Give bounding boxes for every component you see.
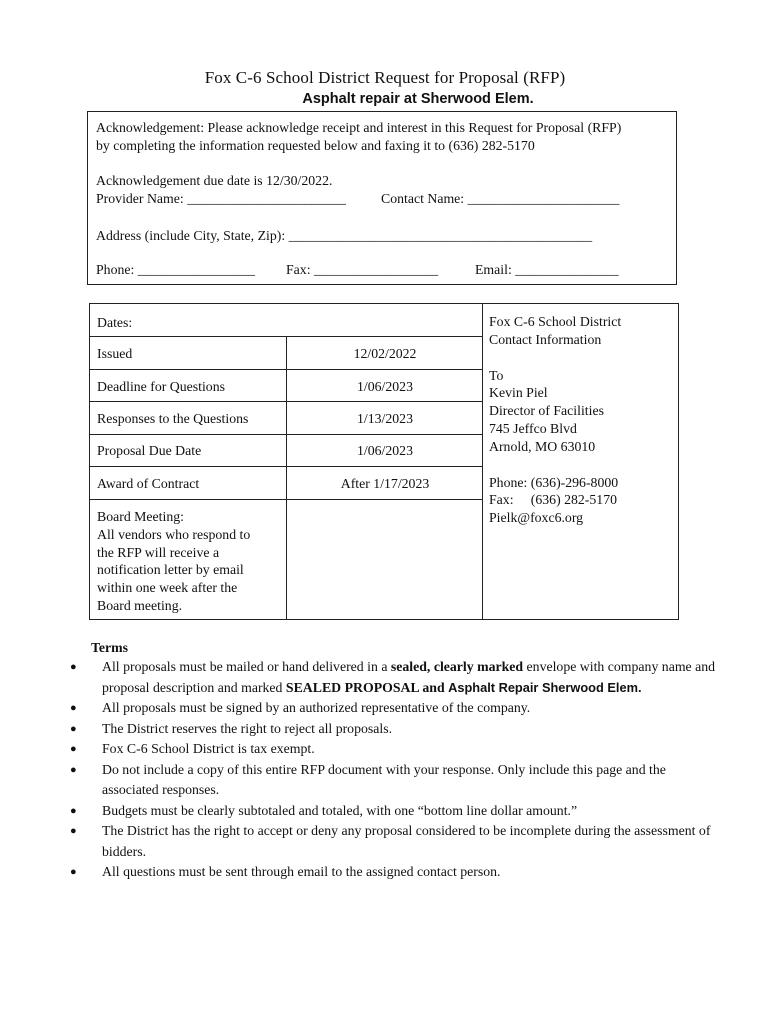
- contact-email-link[interactable]: Pielk@foxc6.org: [489, 510, 584, 526]
- list-item: [70, 801, 722, 822]
- list-item: [70, 719, 722, 740]
- term-text: Fox C-6 School District is tax exempt.: [102, 741, 315, 756]
- ack-instructions-line2: by completing the information requested below and faxing it to (636) 282-5170: [96, 138, 535, 153]
- term-text: All proposals must be mailed or hand delivered in a: [102, 659, 391, 674]
- contact-street: 745 Jeffco Blvd: [489, 420, 577, 436]
- dates-contact-table: [89, 303, 679, 620]
- address-field[interactable]: Address (include City, State, Zip): ____________________________________________: [96, 228, 593, 243]
- contact-city: Arnold, MO 63010: [489, 438, 596, 454]
- contact-information: [489, 313, 621, 527]
- date-value-issued: 12/02/2022: [353, 346, 417, 361]
- term-emphasis: sealed, clearly marked: [390, 659, 524, 674]
- contact-phone: Phone: (636)-296-8000: [489, 474, 619, 490]
- board-line: All vendors who respond to: [97, 526, 251, 542]
- ack-due-date: Acknowledgement due date is 12/30/2022.: [96, 173, 333, 188]
- bullet-icon: ●: [70, 804, 77, 817]
- date-value-responses: 1/13/2023: [357, 411, 413, 426]
- document-subtitle: Asphalt repair at Sherwood Elem.: [302, 91, 534, 107]
- board-line: Board meeting.: [97, 597, 183, 613]
- term-text: Do not include a copy of this entire RFP document with your response. Only include this page and the associated responses.: [102, 761, 666, 797]
- board-line: the RFP will receive a: [97, 544, 220, 560]
- contact-fax: Fax: (636) 282-5170: [489, 492, 617, 508]
- board-line: notification letter by email: [97, 562, 244, 578]
- list-item: [70, 739, 722, 760]
- bullet-icon: ●: [70, 743, 77, 755]
- term-text: The District reserves the right to reject all proposals.: [102, 720, 393, 736]
- dates-header: Dates:: [97, 315, 133, 330]
- contact-name: Kevin Piel: [489, 385, 548, 401]
- bullet-icon: ●: [70, 866, 77, 878]
- date-label-proposal-due: Proposal Due Date: [97, 443, 202, 458]
- term-emphasis: SEALED PROPOSAL and: [285, 679, 449, 695]
- document-title: Fox C-6 School District Request for Proposal (RFP): [204, 68, 566, 87]
- bullet-icon: ●: [70, 702, 77, 714]
- provider-name-field[interactable]: Provider Name: _______________________: [96, 191, 346, 206]
- date-label-responses: Responses to the Questions: [97, 411, 249, 426]
- contact-heading: Contact Information: [489, 331, 602, 347]
- date-value-award: After 1/17/2023: [340, 476, 430, 491]
- date-value-proposal-due: 1/06/2023: [357, 443, 413, 458]
- list-item: [70, 698, 722, 719]
- date-label-award: Award of Contract: [97, 476, 200, 491]
- email-field[interactable]: Email: _______________: [475, 262, 619, 277]
- date-label-questions-deadline: Deadline for Questions: [97, 379, 225, 394]
- contact-to: To: [489, 367, 504, 383]
- fax-field[interactable]: Fax: __________________: [286, 262, 439, 277]
- term-text: Budgets must be clearly subtotaled and totaled, with one “bottom line dollar amount.”: [102, 802, 578, 818]
- contact-name-field[interactable]: Contact Name: ______________________: [381, 191, 620, 206]
- ack-instructions-line1: Acknowledgement: Please acknowledge receipt and interest in this Request for Proposal (RFP): [96, 120, 622, 135]
- term-text: All proposals must be signed by an authorized representative of the company.: [102, 700, 531, 715]
- terms-title: Terms: [91, 640, 129, 655]
- contact-role: Director of Facilities: [489, 403, 604, 419]
- term-text: The District has the right to accept or deny any proposal considered to be incomplete during the assessment of bidders.: [102, 823, 711, 859]
- board-line: Board Meeting:: [97, 509, 184, 524]
- term-text: envelope with company name and proposal description and marked: [102, 659, 716, 695]
- phone-field[interactable]: Phone: _________________: [96, 262, 256, 277]
- bullet-icon: ●: [70, 825, 77, 837]
- bullet-icon: ●: [70, 722, 77, 735]
- contact-heading: Fox C-6 School District: [489, 314, 622, 329]
- list-item: [70, 821, 722, 862]
- bullet-icon: ●: [70, 763, 77, 776]
- date-label-issued: Issued: [97, 346, 133, 361]
- list-item: [70, 760, 722, 801]
- term-text: All questions must be sent through email to the assigned contact person.: [102, 864, 501, 879]
- list-item: [70, 657, 722, 698]
- board-meeting-note: [97, 508, 250, 615]
- term-emphasis: Asphalt Repair Sherwood Elem.: [448, 679, 642, 695]
- bullet-icon: ●: [70, 661, 77, 673]
- terms-list: [70, 657, 722, 883]
- board-line: within one week after the: [97, 580, 238, 596]
- list-item: [70, 862, 722, 883]
- date-value-questions-deadline: 1/06/2023: [357, 379, 413, 394]
- acknowledgement-box: [87, 111, 677, 285]
